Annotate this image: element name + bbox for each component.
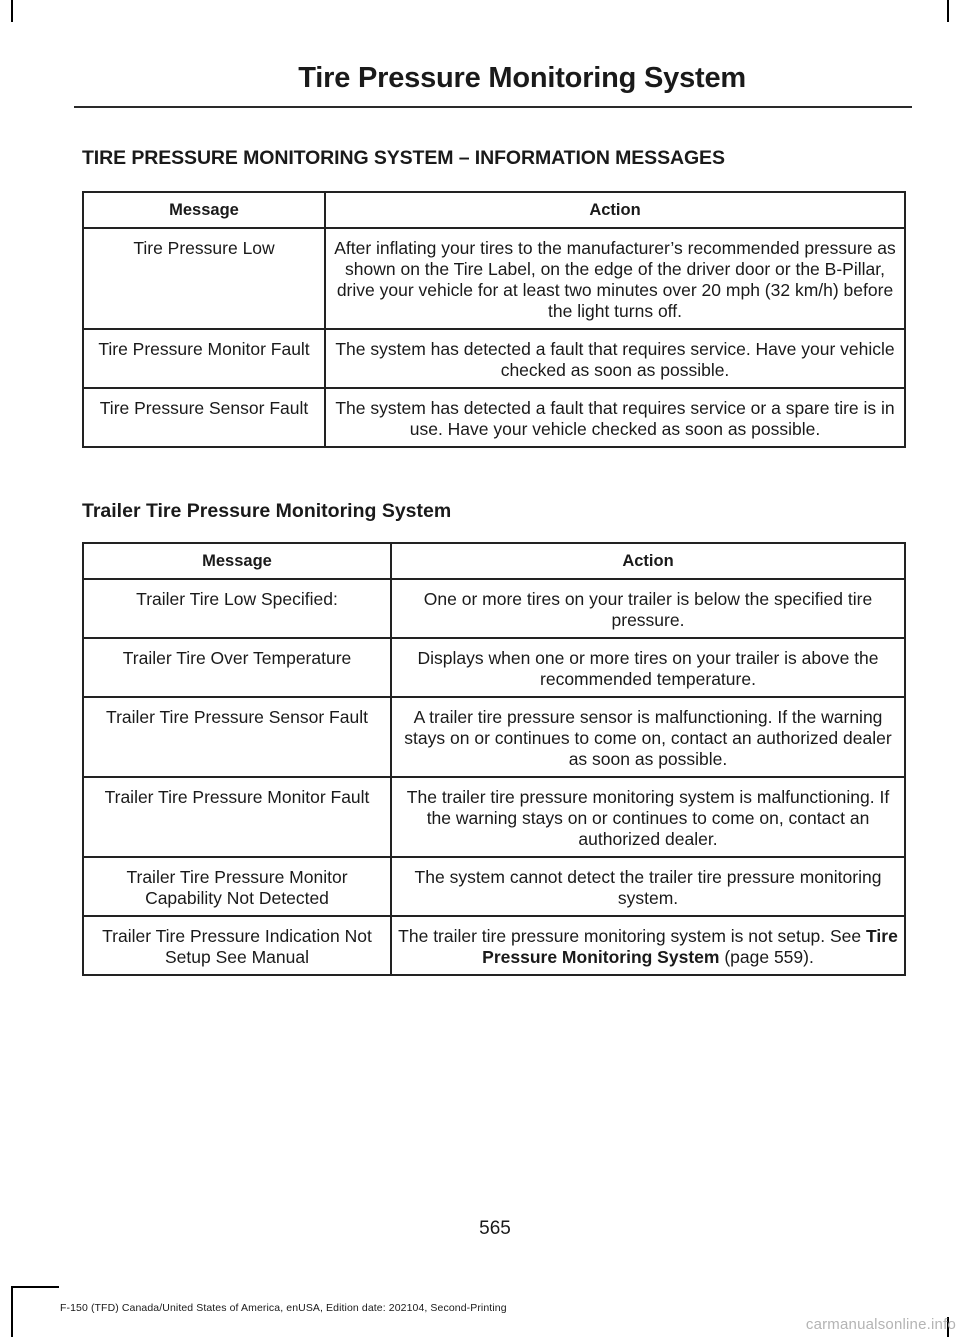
table-row xyxy=(83,916,905,975)
crop-mark xyxy=(11,1286,13,1337)
crop-mark xyxy=(11,1286,59,1288)
action-cell: The trailer tire pressure monitoring system is malfunctioning. If the warning stays on or continues to come on, contact an authorized dealer. xyxy=(391,777,905,857)
message-cell: Tire Pressure Sensor Fault xyxy=(83,388,325,447)
column-header-message: Message xyxy=(83,192,325,228)
table-row xyxy=(83,388,905,447)
action-cell: After inflating your tires to the manufacturer’s recommended pressure as shown on the Tire Label, on the edge of the driver door or the B-Pillar, drive your vehicle for at least two minutes over 20 mph (32 km/h) before the light turns off. xyxy=(325,228,905,329)
trailer-messages-table xyxy=(82,542,906,976)
action-cell: The system cannot detect the trailer tire pressure monitoring system. xyxy=(391,857,905,916)
table-row xyxy=(83,579,905,638)
message-cell: Tire Pressure Low xyxy=(83,228,325,329)
message-cell: Trailer Tire Pressure Indication Not Setup See Manual xyxy=(83,916,391,975)
action-cell: Displays when one or more tires on your trailer is above the recommended temperature. xyxy=(391,638,905,697)
watermark-text: carmanualsonline.info xyxy=(805,1316,956,1333)
message-cell: Trailer Tire Pressure Monitor Capability Not Detected xyxy=(83,857,391,916)
table-row xyxy=(83,777,905,857)
information-messages-table xyxy=(82,191,906,448)
column-header-action: Action xyxy=(325,192,905,228)
page-number: 565 xyxy=(479,1218,511,1239)
action-cell: One or more tires on your trailer is below the specified tire pressure. xyxy=(391,579,905,638)
message-cell: Trailer Tire Low Specified: xyxy=(83,579,391,638)
action-cell: The system has detected a fault that requires service. Have your vehicle checked as soon as possible. xyxy=(325,329,905,388)
message-cell: Trailer Tire Over Temperature xyxy=(83,638,391,697)
page-reference: (page 559). xyxy=(724,947,814,967)
action-cell: The system has detected a fault that requires service or a spare tire is in use. Have your vehicle checked as soon as possible. xyxy=(325,388,905,447)
edition-footer: F-150 (TFD) Canada/United States of America, enUSA, Edition date: 202104, Second-Printing xyxy=(60,1302,507,1314)
table-header-row xyxy=(83,543,905,579)
message-cell: Trailer Tire Pressure Monitor Fault xyxy=(83,777,391,857)
cross-reference-link[interactable]: Tire Pressure Monitoring System xyxy=(482,926,898,967)
action-cell: A trailer tire pressure sensor is malfunctioning. If the warning stays on or continues to come on, contact an authorized dealer as soon as possible. xyxy=(391,697,905,777)
table-row xyxy=(83,697,905,777)
subsection-title: Trailer Tire Pressure Monitoring System xyxy=(82,500,452,522)
message-cell: Tire Pressure Monitor Fault xyxy=(83,329,325,388)
table-row xyxy=(83,638,905,697)
section-title: TIRE PRESSURE MONITORING SYSTEM – INFORMATION MESSAGES xyxy=(82,147,725,169)
table-row xyxy=(83,329,905,388)
header-divider xyxy=(74,106,912,108)
column-header-action: Action xyxy=(391,543,905,579)
action-cell xyxy=(391,916,905,975)
crop-mark xyxy=(947,0,949,22)
table-row xyxy=(83,857,905,916)
table-header-row xyxy=(83,192,905,228)
message-cell: Trailer Tire Pressure Sensor Fault xyxy=(83,697,391,777)
page-header-title: Tire Pressure Monitoring System xyxy=(298,62,746,94)
column-header-message: Message xyxy=(83,543,391,579)
table-row xyxy=(83,228,905,329)
action-text: The trailer tire pressure monitoring system is not setup. See xyxy=(398,926,862,946)
crop-mark xyxy=(11,0,13,22)
